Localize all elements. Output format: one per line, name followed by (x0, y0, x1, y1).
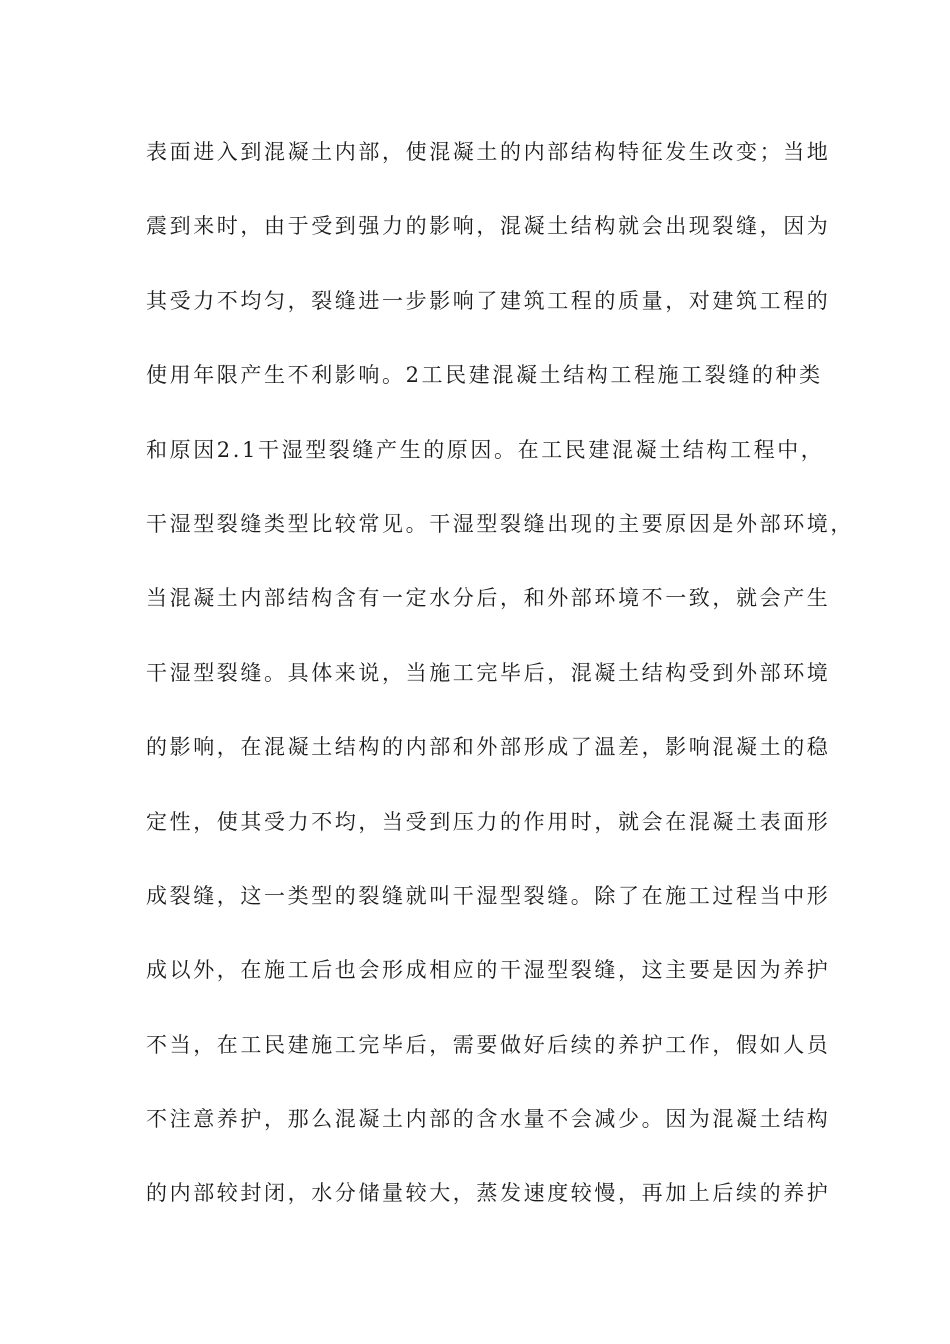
text-line: 和原因2.1干湿型裂缝产生的原因。在工民建混凝土结构工程中， (146, 437, 825, 462)
text-line: 定性，使其受力不均，当受到压力的作用时，就会在混凝土表面形 (146, 809, 831, 834)
text-line: 干湿型裂缝。具体来说，当施工完毕后，混凝土结构受到外部环境 (146, 660, 831, 685)
text-line: 成裂缝，这一类型的裂缝就叫干湿型裂缝。除了在施工过程当中形 (146, 883, 831, 908)
text-line: 干湿型裂缝类型比较常见。干湿型裂缝出现的主要原因是外部环境， (146, 511, 854, 536)
text-line: 当混凝土内部结构含有一定水分后，和外部环境不一致，就会产生 (146, 586, 831, 611)
text-line: 其受力不均匀，裂缝进一步影响了建筑工程的质量，对建筑工程的 (146, 288, 831, 313)
text-line: 使用年限产生不利影响。2工民建混凝土结构工程施工裂缝的种类 (146, 363, 823, 388)
text-line: 表面进入到混凝土内部，使混凝土的内部结构特征发生改变；当地 (146, 140, 831, 164)
text-line: 震到来时，由于受到强力的影响，混凝土结构就会出现裂缝，因为 (146, 214, 831, 239)
text-line: 成以外，在施工后也会形成相应的干湿型裂缝，这主要是因为养护 (146, 958, 831, 983)
body-text (146, 132, 854, 1248)
text-line: 不注意养护，那么混凝土内部的含水量不会减少。因为混凝土结构 (146, 1107, 831, 1132)
text-line: 的内部较封闭，水分储量较大，蒸发速度较慢，再加上后续的养护 (146, 1181, 831, 1206)
text-line: 的影响，在混凝土结构的内部和外部形成了温差，影响混凝土的稳 (146, 735, 831, 760)
text-line: 不当，在工民建施工完毕后，需要做好后续的养护工作，假如人员 (146, 1032, 831, 1057)
